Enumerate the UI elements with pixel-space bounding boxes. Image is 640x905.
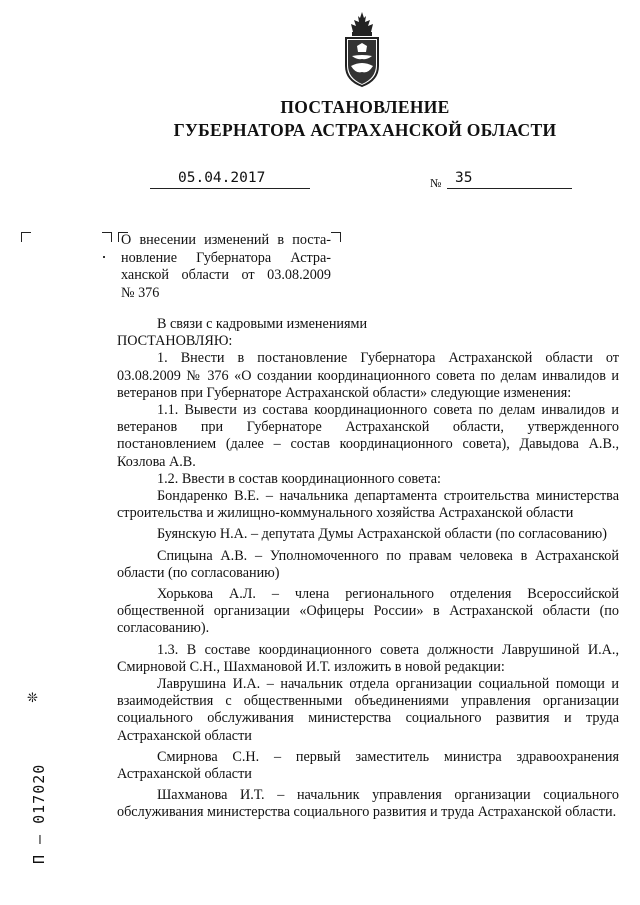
document-title-line-2: ГУБЕРНАТОРА АСТРАХАНСКОЙ ОБЛАСТИ — [173, 120, 557, 140]
clause-1-2: 1.2. Ввести в состав координационного совета: — [157, 470, 441, 487]
document-date: 05.04.2017 — [150, 168, 310, 189]
astrakhan-coat-of-arms-emblem — [340, 10, 384, 88]
subject-line: № 376 — [121, 284, 160, 301]
corner-mark-inner-right — [102, 232, 112, 242]
intro-paragraph: В связи с кадровыми изменениями — [157, 316, 368, 332]
member-entry: Хорькова А.Л. – члена регионального отделения Всероссийской общественной организации «Офицеры России» в Астраханской области (по согласованию). — [117, 586, 619, 637]
corner-mark-left — [21, 232, 31, 242]
subject-line: ханской области от 03.08.2009 — [121, 267, 331, 283]
position-entry: Смирнова С.Н. – первый заместитель министра здравоохранения Астраханской области — [117, 748, 619, 783]
member-entry: Буянскую Н.А. – депутата Думы Астраханской области (по согласованию) — [157, 526, 607, 543]
number-sign: № — [430, 176, 442, 190]
corner-mark-right — [331, 232, 341, 242]
document-number: 35 — [447, 168, 572, 189]
margin-dot — [103, 256, 105, 258]
serial-code: П – 017020 — [30, 763, 48, 864]
document-subject — [121, 232, 331, 302]
document-body — [117, 316, 619, 822]
position-entry: Шахманова И.Т. – начальник управления организации социального обслуживания министерства социального развития и труда Астраханской области. — [117, 787, 619, 821]
position-entry: Лаврушина И.А. – начальник отдела организации социальной помощи и взаимодействия с общественными объединениями управления организации социального обслуживания министерства социального развития и труда Астраханской области — [117, 676, 619, 744]
member-entry: Спицына А.В. – Уполномоченного по правам человека в Астраханской области (по согласованию) — [117, 547, 619, 581]
subject-line: О внесении изменений в поста- — [121, 232, 331, 248]
subject-line: новление Губернатора Астра- — [121, 249, 331, 266]
member-entry: Бондаренко В.Е. – начальника департамента строительства министерства строительства и жилищно-коммунального хозяйства Астраханской области — [117, 488, 619, 522]
serial-mark-icon: ❊ — [27, 690, 38, 705]
clause-1-1: 1.1. Вывести из состава координационного совета по делам инвалидов и ветеранов при Губернаторе Астраханской области, утвержденного постановлением (далее – состав координационного совета), Давыдова А.В., Козлова А.В. — [117, 402, 619, 470]
resolve-word: ПОСТАНОВЛЯЮ: — [117, 333, 233, 350]
clause-1: 1. Внести в постановление Губернатора Астраханской области от 03.08.2009 № 376 «О создании координационного совета по делам инвалидов и ветеранов при Губернаторе Астраханской области» следующие изменения: — [117, 350, 619, 401]
clause-1-3: 1.3. В составе координационного совета должности Лаврушиной И.А., Смирновой С.Н., Шахмановой И.Т. изложить в новой редакции: — [117, 641, 619, 675]
document-title-line-1: ПОСТАНОВЛЕНИЕ — [280, 97, 450, 117]
form-serial-number — [26, 690, 48, 864]
